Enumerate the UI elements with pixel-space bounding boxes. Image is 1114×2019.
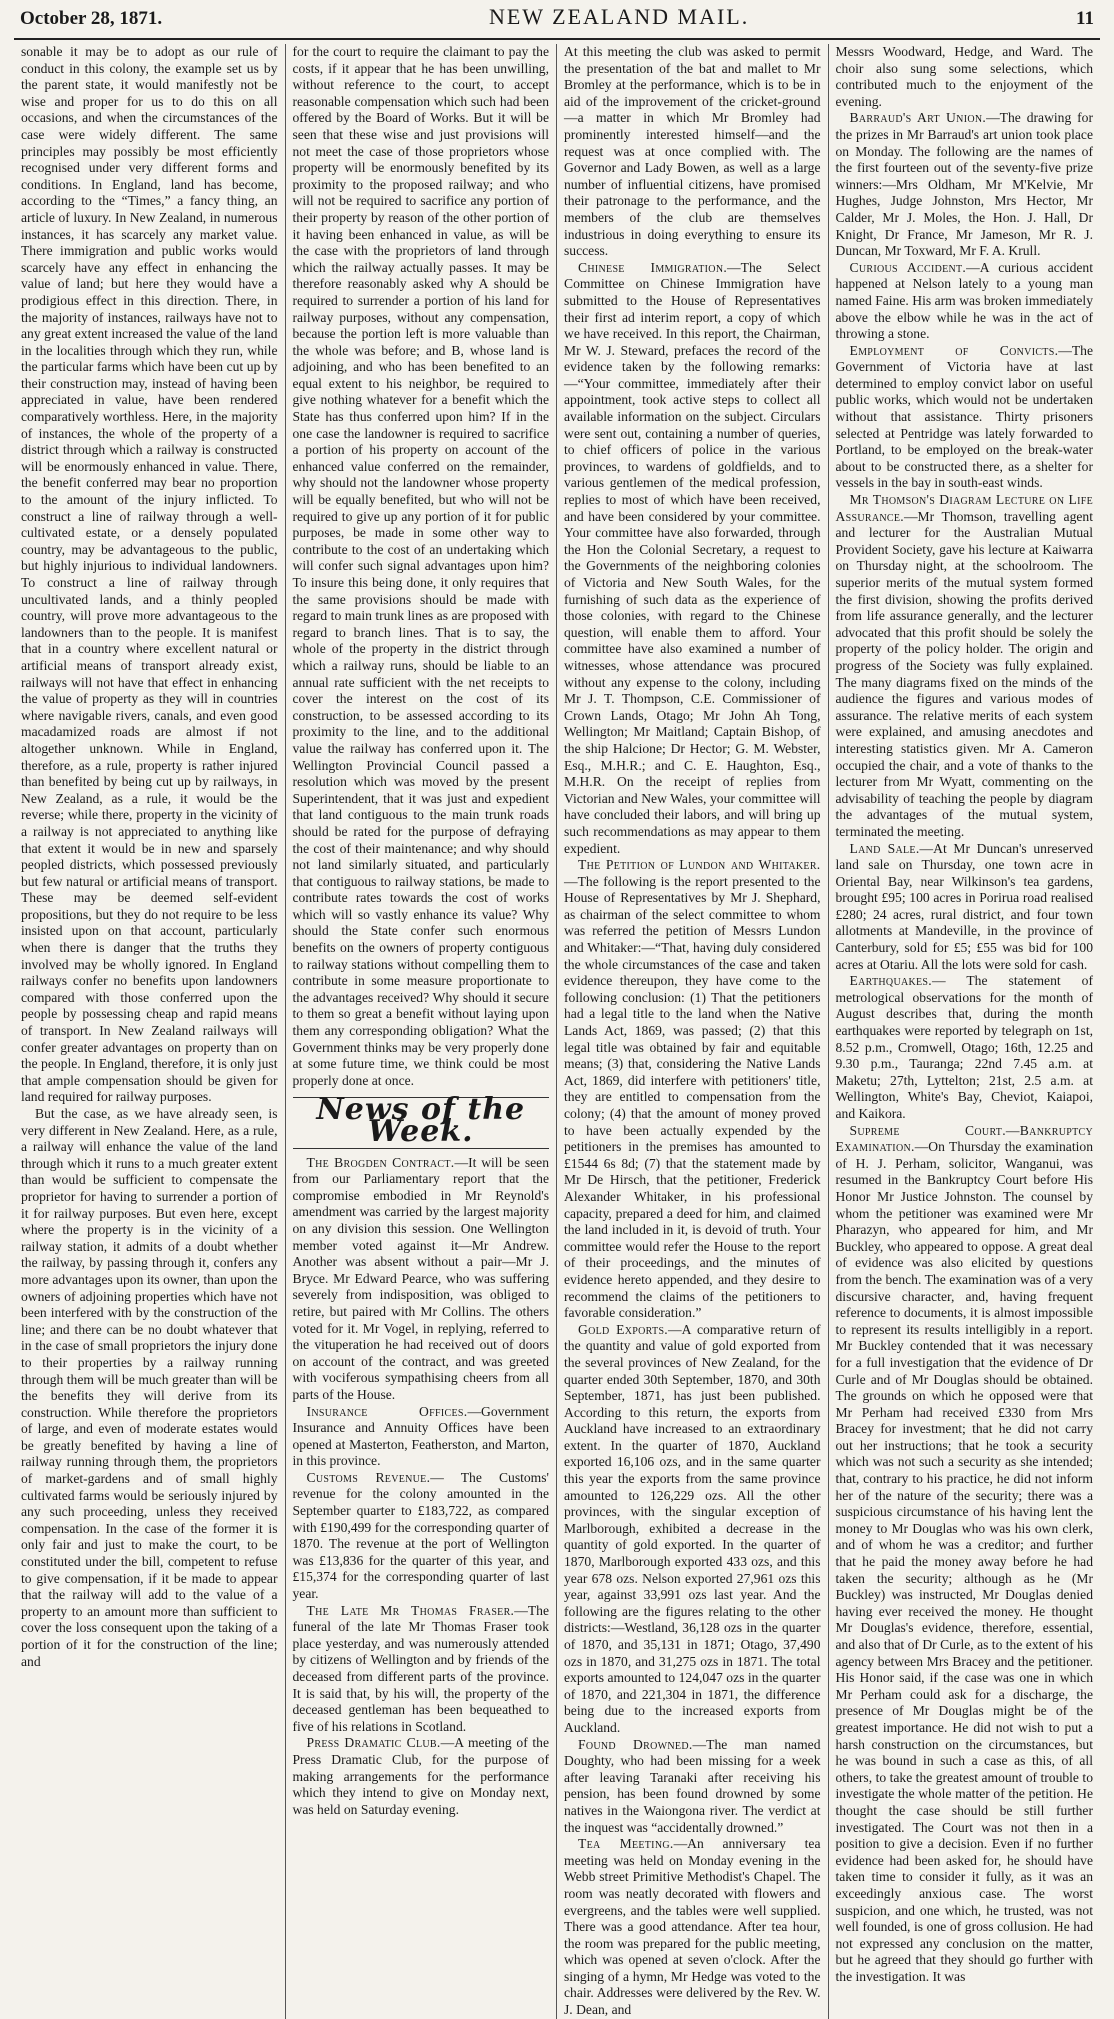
news-item [836, 110, 1094, 259]
news-item-body: —An anniversary tea meeting was held on Monday evening in the Webb street Primitive Methodist's Chapel. The room was neatly decorated with flowers and evergreens, and the tables were well supplied. There was a good attendance. After tea hour, the room was prepared for the public meeting, which was opened at seven o'clock. After the singing of a hymn, Mr Hedge was voted to the chair. Addresses were delivered by the Rev. W. J. Dean, and [564, 1836, 821, 2018]
news-item-continued: At this meeting the club was asked to permit the presentation of the bat and mallet to Mr Bromley at the performance, which is to be in aid of the improvement of the cricket-ground—a matter in which Mr Bromley had prominently interested himself—and the request was at once complied with. The Governor and Lady Bowen, as well as a large number of influential citizens, have promised their patronage to the performance, and the members of the club are themselves industrious in doing everything to ensure its success. [564, 44, 821, 259]
news-item-heading: Barraud's Art Union. [849, 110, 987, 126]
news-item-heading: Curious Accident. [849, 259, 967, 275]
news-item-heading: Earthquakes. [849, 973, 932, 989]
column-1 [14, 44, 286, 2019]
news-item-body: —Government Insurance and Annuity Offices have been opened at Masterton, Featherston, and Marton, in this province. [292, 1403, 549, 1469]
news-item-heading: The Late Mr Thomas Fraser. [306, 1602, 515, 1618]
news-item-heading: Gold Exports. [578, 1321, 668, 1337]
news-item [293, 1155, 550, 1404]
news-item [293, 1470, 550, 1603]
news-item-body: —Mr Thomson, travelling agent and lecturer for the Australian Mutual Provident Society, gave his lecture at Kaiwarra on Thursday night, at the schoolroom. The superior merits of the mutual system formed the first division, showing the profits derived from life assurance generally, and the lecturer advocated that this profit should be solely the property of the policy holder. The origin and progress of the Society was fully explained. The many diagrams fixed on the minds of the audience the figures and various modes of assurance. The relative merits of each system were explained, and amusing anecdotes and interesting statistics given. Mr A. Cameron occupied the chair, and a vote of thanks to the lecturer from Mr Wyatt, commenting on the advisability of teaching the people by diagram the advantages of the mutual system, terminated the meeting. [835, 508, 1093, 839]
news-item-heading: The Brogden Contract. [306, 1154, 455, 1170]
news-item-heading: Chinese Immigration. [578, 259, 728, 275]
columns [14, 44, 1100, 2018]
column-4 [829, 44, 1101, 2019]
masthead-rule [14, 38, 1100, 40]
news-item-body: —The funeral of the late Mr Thomas Fraser took place yesterday, and was numerously attended by citizens of Wellington and by friends of the deceased from different parts of the province. It is said that, by his will, the property of the deceased gentleman has been bequeathed to five of his relations in Scotland. [292, 1602, 549, 1734]
news-item [293, 1735, 550, 1818]
news-item-heading: Tea Meeting. [578, 1836, 674, 1852]
news-item [836, 343, 1094, 492]
editorial-paragraph: sonable it may be to adopt as our rule of conduct in this colony, the example set us by the parent state, it would manifestly not be wise and proper for us to do this on all occasions, and when the circumstances of the case were widely different. The same principles may possibly be most efficiently recognised under very different forms and conditions. In England, land has become, according to the “Times,” a fancy thing, an article of luxury. In New Zealand, in numerous instances, it has scarcely any market value. There immigration and public works would scarcely have any effect in enhancing the value of land; but here they would have a prodigious effect in this direction. There, in the majority of instances, railways have not to any great extent increased the value of the land in the localities through which they run, while the particular farms which have been cut up by their construction may, instead of having been appreciated in value, have been rendered comparatively worthless. Here, in the majority of instances, the whole of the property of a district through which a railway is constructed will be enormously enhanced in value. There, the benefit conferred may bear no proportion to the amount of the injury inflicted. To construct a line of railway through a well-cultivated estate, or a densely populated country, may be advantageous to the public, but highly injurious to individual landowners. To construct a line of railway through uncultivated lands, and a thinly peopled country, will prove more advantageous to the landowners than to the people. It is manifest that in a country where excellent natural or artificial means of transport already exist, railways will not have that effect in enhancing the value of property as they will in countries where navigable rivers, canals, and even good macadamized roads are almost if not altogether unknown. While in England, therefore, as a rule, property is rather injured than benefited by being cut up by railways, in New Zealand, as a rule, it would be the reverse; while there, property in the vicinity of a railway is not appreciated to anything like that extent it would be in new and sparsely peopled districts, which possessed previously but few natural or artificial means of transport. These may be deemed self-evident propositions, but they do not require to be less insisted upon on that account, particularly when there is danger that the truths they involved may be wholly ignored. In England railways confer no benefits upon landowners compared with those conferred upon the people by possessing cheap and rapid means of transport. In New Zealand railways will confer greater advantages on property than on the people. In England, therefore, it is only just that ample compensation should be given for land required for railway purposes. [21, 44, 278, 1105]
news-item [564, 1737, 821, 1837]
news-item [293, 1404, 550, 1470]
newspaper-title: NEW ZEALAND MAIL. [488, 4, 750, 29]
news-item [836, 260, 1094, 343]
news-item-continued: Messrs Woodward, Hedge, and Ward. The choir also sung some selections, which contributed much to the enjoyment of the evening. [835, 44, 1093, 109]
news-item-body: —The following is the report presented to the House of Representatives by Mr J. Shephard, as chairman of the select committee to whom was referred the petition of Messrs Lundon and Whitaker:—“That, having duly considered the whole circumstances of the case and taken evidence thereupon, they have come to the following conclusion: (1) That the petitioners had a legal title to the land when the Native Lands Act, 1869, was passed; (2) that this legal title was obtained by fair and equitable means; (3) that, considering the Native Lands Act, 1869, did interfere with petitioners' title, they are entitled to compensation from the colony; (4) that the amount of money proved to have been actually expended by the petitioners in the premises has amounted to £1544 6s 8d; (7) that the statement made by Mr De Hirsch, that the petitioner, Frederick Alexander Whitaker, in his professional capacity, prepared a deed for him, and claimed the land included in it, is devoid of truth. Your committee would refer the House to the report of their proceedings, and the minutes of evidence hereto appended, and they desire to recommend the claims of the petitioners to favorable consideration.” [564, 873, 821, 1321]
column-3 [557, 44, 829, 2019]
editorial-paragraph: But the case, as we have already seen, is very different in New Zealand. Here, as a rule, a railway will enhance the value of the land through which it runs to a much greater extent than would be sufficient to compensate the proprietor for having to surrender a portion of it for railway purposes. But even here, except where the property is in the vicinity of a railway station, it admits of a doubt whether the railway, by passing through it, confers any more advantages upon its owner, than upon the owners of adjoining properties which have not been interfered with by the construction of the line; and there can be no doubt whatever that in the case of small proprietors the injury done to their properties by a railway running through them will be much greater than will be the benefits they will derive from its construction. While therefore the proprietors of large, and even of moderate estates would be greatly benefited by having a line of railway running through them, the proprietors of market-gardens and of small highly cultivated farms would be seriously injured by any such proceeding, unless they received compensation. In the case of the former it is only fair and just to make the court, to be constituted under the bill, competent to refuse to give compensation, if it be made to appear that the railway will add to the value of a property to an amount more than sufficient to cover the loss consequent upon the taking of a portion of it for the construction of the line; and [21, 1106, 278, 1669]
news-item [564, 1322, 821, 1737]
news-item-body: —It will be seen from our Parliamentary report that the compromise embodied in Mr Reynold's amendment was carried by the largest majority on any division this session. One Wellington member voted against it—Mr Andrew. Another was absent without a pair—Mr J. Bryce. Mr Edward Pearce, who was suffering severely from indisposition, was obliged to retire, but paired with Mr Collins. The others voted for it. Mr Vogel, in replying, referred to the vituperation he had received out of doors on account of the contract, and was greeted with vociferous sympathising cheers from all parts of the House. [292, 1154, 549, 1402]
column-2 [286, 44, 558, 2019]
news-item [836, 973, 1094, 1122]
news-item-body: — The statement of metrological observations for the month of August describes that, during the month earthquakes were reported by telegraph on 1st, 8.52 p.m., Cromwell, Otago; 16th, 12.25 and 9.30 p.m., Tauranga; 22nd 7.45 a.m. at Maketu; 27th, Lyttelton; 21st, 2.5 a.m. at Wellington, White's Bay, Cheviot, Kaiapoi, and Kaikora. [835, 973, 1093, 1121]
news-item-body: —The man named Doughty, who had been missing for a week after leaving Taranaki after receiving his pension, has been found drowned by some natives in the Waiongona river. The verdict at the inquest was “accidentally drowned.” [564, 1736, 821, 1835]
issue-date: October 28, 1871. [20, 8, 163, 29]
news-item [836, 841, 1094, 974]
news-item-body: —The Government of Victoria have at last determined to employ convict labor on useful public works, which would not be undertaken without that assistance. Thirty prisoners selected at Pentridge was lately forwarded to Portland, to be employed on the break-water about to be constructed there, as a shelter for vessels in the bay in south-east winds. [835, 342, 1093, 491]
news-item-body: —The Select Committee on Chinese Immigration have submitted to the House of Representatives their first ad interim report, a copy of which we have received. In this report, the Chairman, Mr W. J. Steward, prefaces the record of the evidence taken by the following remarks:—“Your committee, immediately after their appointment, took active steps to collect all available information on the subject. Circulars were sent out, containing a number of queries, to chief officers of police in the various provinces, to wardens of goldfields, and to various gentlemen of the medical profession, replies to most of which have been received, and have been considered by your committee. Your committee have also forwarded, through the Hon the Colonial Secretary, a request to the Governments of the neighboring colonies of Victoria and New South Wales, for the furnishing of such data as the experience of those colonies, with regard to the Chinese question, will enable them to afford. Your committee have also examined a number of witnesses, whose attendance was procured without any expense to the colony, including Mr J. T. Thompson, C.E. Commissioner of Crown Lands, Otago; Mr John Ah Tong, Wellington; Mr Maitland; Captain Bishop, of the ship Halcione; Dr Hector; G. M. Webster, Esq., M.H.R.; and C. E. Haughton, Esq., M.H.R. On the receipt of replies from Victorian and New Wales, your committee will have concluded their labors, and will bring up such recommendations as may appear to them expedient. [564, 259, 821, 856]
news-item [293, 1603, 550, 1736]
masthead [14, 4, 1100, 38]
news-item-heading: Land Sale. [849, 840, 920, 856]
news-item-heading: Found Drowned. [578, 1736, 693, 1752]
section-title: News of the Week. [316, 1092, 526, 1149]
news-item-heading: The Petition of Lundon and Whitaker. [578, 857, 821, 873]
news-item [836, 492, 1094, 840]
news-item [564, 857, 821, 1322]
news-item-heading: Supreme Court.—Bankruptcy Examination. [835, 1122, 1093, 1155]
news-item-heading: Customs Revenue. [306, 1469, 431, 1485]
news-of-the-week-heading [293, 1092, 550, 1149]
news-item-heading: Insurance Offices. [306, 1403, 468, 1419]
news-item-body: —The drawing for the prizes in Mr Barraud's art union took place on Monday. The following are the names of the first fourteen out of the seventy-five prize winners:—Mrs Oldham, Mr M'Kelvie, Mr Hughes, Judge Johnston, Mrs Hector, Mr Calder, Mr J. Moles, the Hon. J. Hall, Dr Knight, Dr France, Mr Jameson, Mr R. J. Duncan, Mr Toxward, Mr F. A. Krull. [835, 110, 1094, 259]
news-item-body: —A meeting of the Press Dramatic Club, for the purpose of making arrangements for the performance which they intend to give on Monday next, was held on Saturday evening. [292, 1735, 550, 1817]
news-item-heading: Employment of Convicts. [849, 342, 1059, 358]
news-item-body: — The Customs' revenue for the colony amounted in the September quarter to £183,722, as compared with £190,499 for the corresponding quarter of 1870. The revenue at the port of Wellington was £13,836 for the quarter of this year, and £15,374 for the corresponding quarter of last year. [292, 1469, 549, 1602]
editorial-paragraph: for the court to require the claimant to pay the costs, if it appear that he has been unwilling, without reference to the court, to accept reasonable compensation which such had been offered by the Board of Works. But it will be seen that these wise and just provisions will not meet the case of those proprietors whose property will be enormously benefited by its proximity to the proposed railway; and who will not be required to sacrifice any portion of their property by reason of the other portion of it having been enhanced in value, as will be the case with the proprietors of land through which the railway actually passes. It may be therefore reasonably asked why A should be required to surrender a portion of his land for railway purposes, without any compensation, because the portion left is more valuable than the whole was before; and B, whose land is adjoining, and who has been benefited to an equal extent to his neighbor, be required to give nothing whatever for a benefit which the State has thus conferred upon him? If in the one case the landowner is required to sacrifice a portion of his property on account of the enhanced value conferred on the remainder, why should not the landowner whose property will be equally benefited, but who will not be required to give up any portion of it for public purposes, be made in some other way to contribute to the cost of an undertaking which will confer such signal advantages upon him? To insure this being done, it only requires that the same provisions should be made with regard to main trunk lines as are proposed with regard to branch lines. That is to say, the whole of the property in the district through which a railway runs, should be liable to an annual rate sufficient with the net receipts to cover the interest on the cost of its construction, to be assessed according to its proximity to the line, and to the additional value the railway has conferred upon it. The Wellington Provincial Council passed a resolution which was moved by the present Superintendent, that it was just and expedient that land contiguous to the main trunk roads should be rated for the purpose of defraying the cost of their maintenance; and why should not land similarly situated, and particularly that contiguous to railway stations, be made to contribute rates towards the cost of works which will so vastly enhance its value? Why should the State confer such enormous benefits on the owners of property contiguous to railway stations without compelling them to contribute in some measure proportionate to the advantages received? Why should it secure to them so great a benefit without laying upon them any corresponding obligation? What the Government thinks may be very properly done at some future time, we think could be most properly done at once. [292, 44, 549, 1088]
news-item [836, 1123, 1094, 1986]
page-number: 11 [1076, 8, 1094, 29]
news-item [564, 1836, 821, 2019]
news-item-heading: Press Dramatic Club. [306, 1735, 441, 1751]
news-item [564, 260, 821, 857]
news-item-body: —At Mr Duncan's unreserved land sale on Thursday, one town acre in Oriental Bay, near Wilkinson's tea gardens, brought £95; 100 acres in Porirua road realised £280; 24 acres, rural district, and four town allotments at Mandeville, in the province of Canterbury, sold for £5; £55 was bid for 100 acres at Otariu. All the lots were sold for cash. [835, 840, 1093, 972]
news-item-heading: Mr Thomson's Diagram Lecture on Life Assurance. [835, 492, 1093, 524]
news-item-body: —On Thursday the examination of H. J. Perham, solicitor, Wanganui, was resumed in the Bankruptcy Court before His Honor Mr Justice Johnston. The counsel by whom the petitioner was examined were Mr Pharazyn, who appeared for him, and Mr Buckley, who appeared to oppose. A great deal of evidence was also elicited by questions from the bench. The examination was of a very discursive character, and, having frequent reference to documents, it is almost impossible to represent its results intelligibly in a report. Mr Buckley contended that it was necessary for a full investigation that the evidence of Dr Curle and of Mr Douglas should be obtained. The grounds on which he opposed were that Mr Perham had received £330 from Mrs Bracey for investment; that he did not carry out her instructions; that he took a security which was not such a security as she intended; that, contrary to his practice, he did not inform her of the nature of the security; there was a suspicious circumstance of his having lent the money to Mr Douglas who was his own clerk, and of whom he was a creditor; and further that he paid the money away before he had taken the security; although as he (Mr Buckley) was instructed, Mr Douglas denied having ever received the money. He thought Mr Douglas's evidence, therefore, essential, and also that of Dr Curle, as to the extent of his agency between Mrs Bracey and the petitioner. His Honor said, if the case was one in which Mr Perham could ask for a discharge, the presence of Mr Douglas might be of the greatest importance. He did not wish to put a harsh construction on the circumstances, but he was bound in such a case as this, of all others, to take the greatest amount of trouble to investigate the whole matter of the petition. He thought the case should be still further investigated. The Court was not then in a position to give a decision. Even if no further evidence had been asked for, he should have taken time to consider it fully, as it was an exceedingly anxious case. The worst suspicion, and one which, he trusted, was not well founded, is one of gross collusion. He had not expressed any conclusion on the matter, but he agreed that they should go further with the investigation. It was [835, 1139, 1093, 1984]
news-item-body: —A curious accident happened at Nelson lately to a young man named Faine. His arm was broken immediately above the elbow while he was in the act of throwing a stone. [835, 259, 1093, 342]
news-item-body: —A comparative return of the quantity and value of gold exported from the several provinces of New Zealand, for the quarter ended 30th September, 1870, and 30th September, 1871, has just been published. According to this return, the exports from Auckland have increased to an extraordinary extent. In the quarter of 1870, Auckland exported 16,106 ozs, and in the same quarter this year the exports from the same province amounted to 126,229 ozs. All the other provinces, with the singular exception of Marlborough, exhibited a decrease in the quantity of gold exported. In the quarter of 1870, Marlborough exported 433 ozs, and this year 678 ozs. Nelson exported 27,961 ozs this year, against 33,991 ozs last year. And the following are the figures relating to the other districts:—Westland, 36,128 ozs in the quarter of 1870, and 35,131 in 1871; Otago, 37,490 ozs in 1870, and 31,275 ozs in 1871. The total exports amounted to 124,047 ozs in the quarter of 1870, and 221,304 in 1871, the difference being due to the increased exports from Auckland. [564, 1321, 821, 1735]
